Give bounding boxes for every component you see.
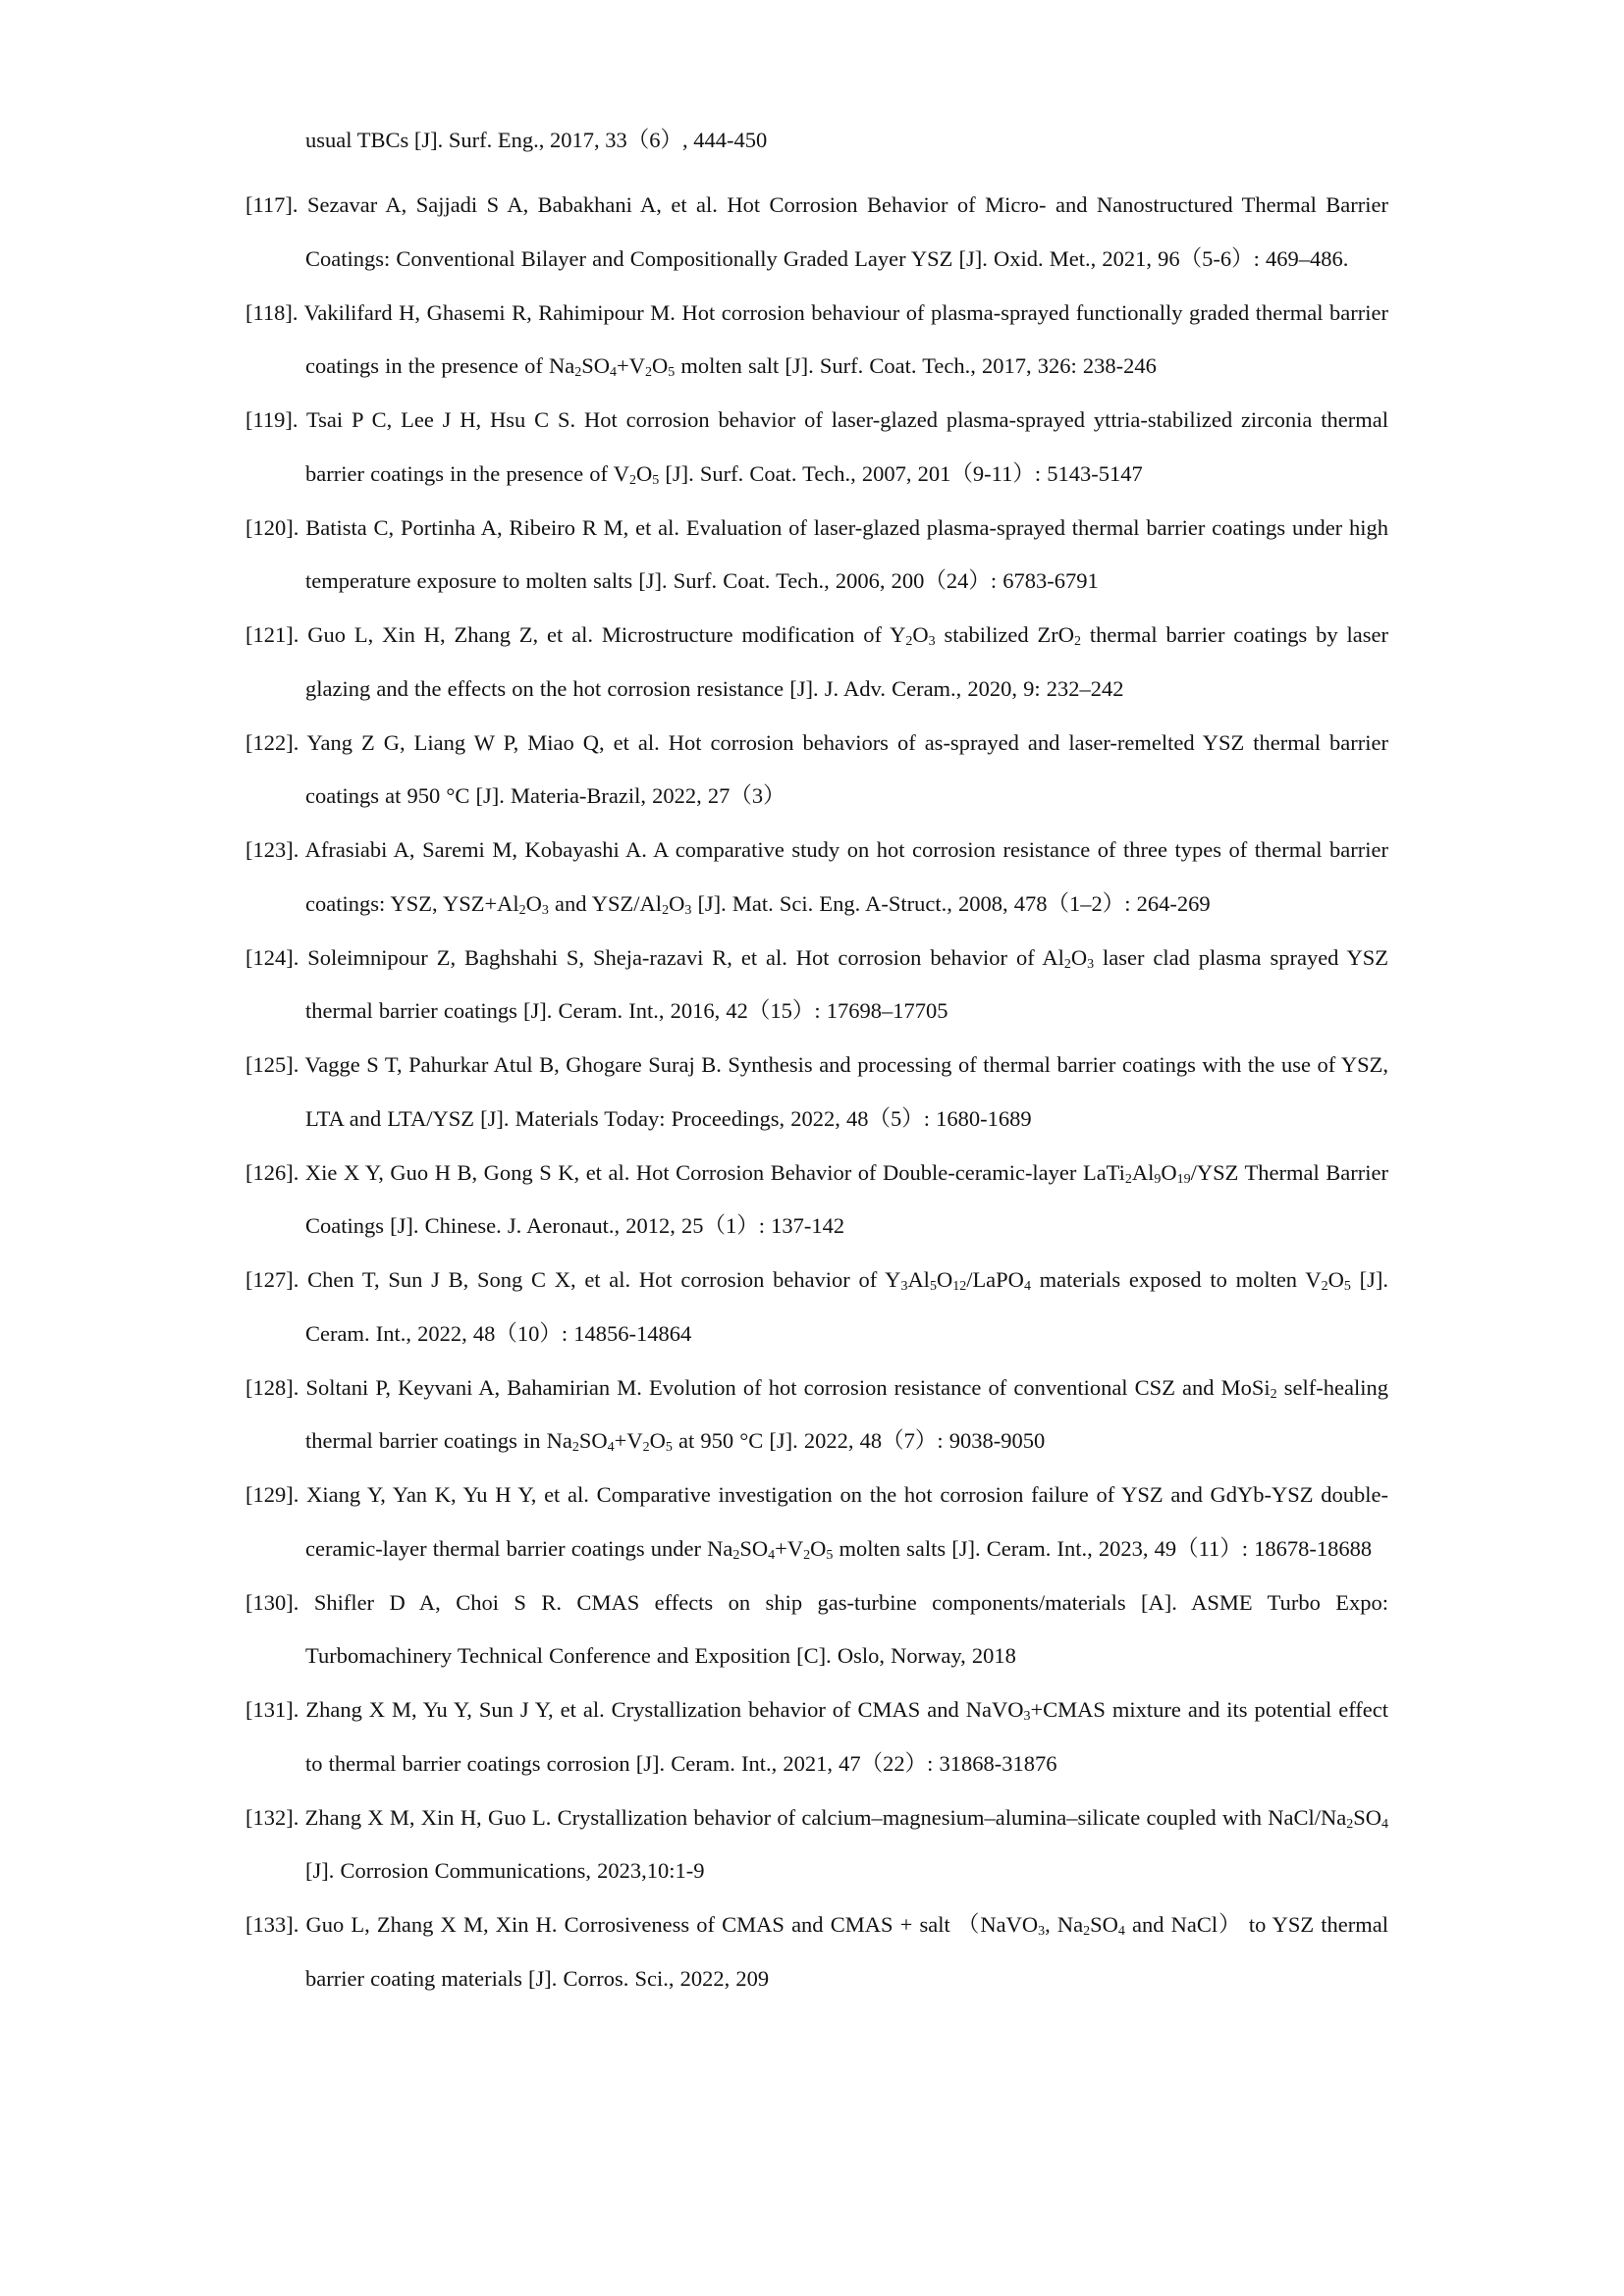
reference-text: Zhang X M, Yu Y, Sun J Y, et al. Crystallization behavior of CMAS and NaVO$_3$+CMAS mixture and its potential effect to thermal barrier coatings corrosion [J]. Ceram. Int., 2021, 47（22）: 31868-31876 [305,1697,1388,1776]
reference-text: Vakilifard H, Ghasemi R, Rahimipour M. Hot corrosion behaviour of plasma-sprayed functionally graded thermal barrier coatings in the presence of $Na_2SO_4+V_2O_5$ molten salt [J]. Surf. Coat. Tech., 2017, 326: 238-246 [303,299,1389,380]
reference-item [245,287,1388,394]
reference-text: Soltani P, Keyvani A, Bahamirian M. Evolution of hot corrosion resistance of conventional CSZ and MoSi$_2$ self-healing thermal barrier coatings in $Na_2SO_4+V_2O_5$ at 950 °C [J]. 2022, 48（7）: 9038-9050 [305,1374,1388,1455]
reference-text: Shifler D A, Choi S R. CMAS effects on ship gas-turbine components/materials [A]. ASME Turbo Expo: Turbomachinery Technical Conference and Exposition [C]. Oslo, Norway, 2018 [305,1589,1388,1668]
reference-number: [131]. [245,1697,299,1722]
reference-text: Zhang X M, Xin H, Guo L. Crystallization behavior of calcium–magnesium–alumina–silicate coupled with NaCl/$Na_2SO_4$ [J]. Corrosion Communications, 2023,10:1-9 [304,1804,1388,1883]
reference-item [245,717,1388,824]
reference-number: [122]. [245,729,299,755]
reference-number: [118]. [245,299,298,325]
reference-item [245,1147,1388,1254]
reference-list [245,179,1388,2006]
reference-item [245,502,1388,609]
reference-number: [133]. [245,1912,299,1937]
reference-number: [117]. [245,192,298,217]
reference-number: [132]. [245,1804,299,1830]
reference-text: Sezavar A, Sajjadi S A, Babakhani A, et al. Hot Corrosion Behavior of Micro- and Nanostructured Thermal Barrier Coatings: Conventional Bilayer and Compositionally Graded Layer YSZ [J]. Oxid. Met., 2021, 96（5-6）: 469–486. [305,192,1389,271]
reference-text: Yang Z G, Liang W P, Miao Q, et al. Hot corrosion behaviors of as-sprayed and laser-remelted YSZ thermal barrier coatings at 950 °C [J]. Materia-Brazil, 2022, 27（3） [305,729,1388,808]
reference-item [245,1683,1388,1790]
reference-item [245,1362,1388,1468]
reference-item [245,1468,1388,1575]
reference-text: Xiang Y, Yan K, Yu H Y, et al. Comparative investigation on the hot corrosion failure of YSZ and GdYb-YSZ double-ceramic-layer thermal barrier coatings under $Na_2SO_4+V_2O_5$ molten salts [J]. Ceram. Int., 2023, 49（11）: 18678-18688 [305,1482,1388,1563]
reference-number: [124]. [245,944,299,970]
reference-item [245,1039,1388,1146]
reference-number: [123]. [245,837,299,862]
reference-item [245,609,1388,716]
reference-number: [119]. [245,407,298,432]
reference-continuation: usual TBCs [J]. Surf. Eng., 2017, 33（6）, 444-450 [305,128,768,152]
reference-text: Vagge S T, Pahurkar Atul B, Ghogare Suraj B. Synthesis and processing of thermal barrier coatings with the use of YSZ, LTA and LTA/YSZ [J]. Materials Today: Proceedings, 2022, 48（5）: 1680-1689 [304,1052,1389,1131]
reference-number: [127]. [245,1267,299,1292]
reference-number: [130]. [245,1589,299,1615]
reference-item [245,1791,1388,1898]
reference-item [245,1254,1388,1361]
reference-text: Guo L, Xin H, Zhang Z, et al. Microstructure modification of $Y_2O_3$ stabilized ZrO$_2$ thermal barrier coatings by laser glazing and the effects on the hot corrosion resistance [J]. J. Adv. Ceram., 2020, 9: 232–242 [305,622,1388,701]
reference-text: Xie X Y, Guo H B, Gong S K, et al. Hot Corrosion Behavior of Double-ceramic-layer $LaTi_2Al_9O_{19}$/YSZ Thermal Barrier Coatings [J]. Chinese. J. Aeronaut., 2012, 25（1）: 137-142 [304,1159,1388,1238]
reference-number: [125]. [245,1052,299,1077]
reference-text: Batista C, Portinha A, Ribeiro R M, et al. Evaluation of laser-glazed plasma-sprayed thermal barrier coatings under high temperature exposure to molten salts [J]. Surf. Coat. Tech., 2006, 200（24）: 6783-6791 [305,514,1388,593]
reference-item [245,179,1388,286]
reference-number: [128]. [245,1374,299,1400]
reference-text: Soleimnipour Z, Baghshahi S, Sheja-razavi R, et al. Hot corrosion behavior of $Al_2O_3$ laser clad plasma sprayed YSZ thermal barrier coatings [J]. Ceram. Int., 2016, 42（15）: 17698–17705 [305,944,1389,1023]
reference-number: [129]. [245,1482,299,1507]
reference-text: Afrasiabi A, Saremi M, Kobayashi A. A comparative study on hot corrosion resistance of three types of thermal barrier coatings: YSZ, $YSZ+Al_2O_3$ and YSZ/$Al_2O_3$ [J]. Mat. Sci. Eng. A-Struct., 2008, 478（1–2）: 264-269 [304,837,1389,918]
reference-number: [126]. [245,1159,299,1185]
reference-text: Tsai P C, Lee J H, Hsu C S. Hot corrosion behavior of laser-glazed plasma-sprayed yttria-stabilized zirconia thermal barrier coatings in the presence of $V_2O_5$ [J]. Surf. Coat. Tech., 2007, 201（9-11）: 5143-5147 [305,407,1388,488]
reference-number: [121]. [245,622,299,647]
reference-item [245,1898,1388,2005]
reference-number: [120]. [245,514,299,540]
reference-item [245,1576,1388,1683]
reference-item [245,394,1388,501]
reference-text: Chen T, Sun J B, Song C X, et al. Hot corrosion behavior of $Y_3Al_5O_{12}/LaPO_4$ materials exposed to molten $V_2O_5$ [J]. Ceram. Int., 2022, 48（10）: 14856-14864 [305,1267,1388,1346]
reference-text: Guo L, Zhang X M, Xin H. Corrosiveness of CMAS and CMAS + salt （NaVO$_3$, $Na_2SO_4$ and NaCl） to YSZ thermal barrier coating materials [J]. Corros. Sci., 2022, 209 [305,1912,1389,1991]
reference-item [245,824,1388,931]
reference-item [245,932,1388,1039]
